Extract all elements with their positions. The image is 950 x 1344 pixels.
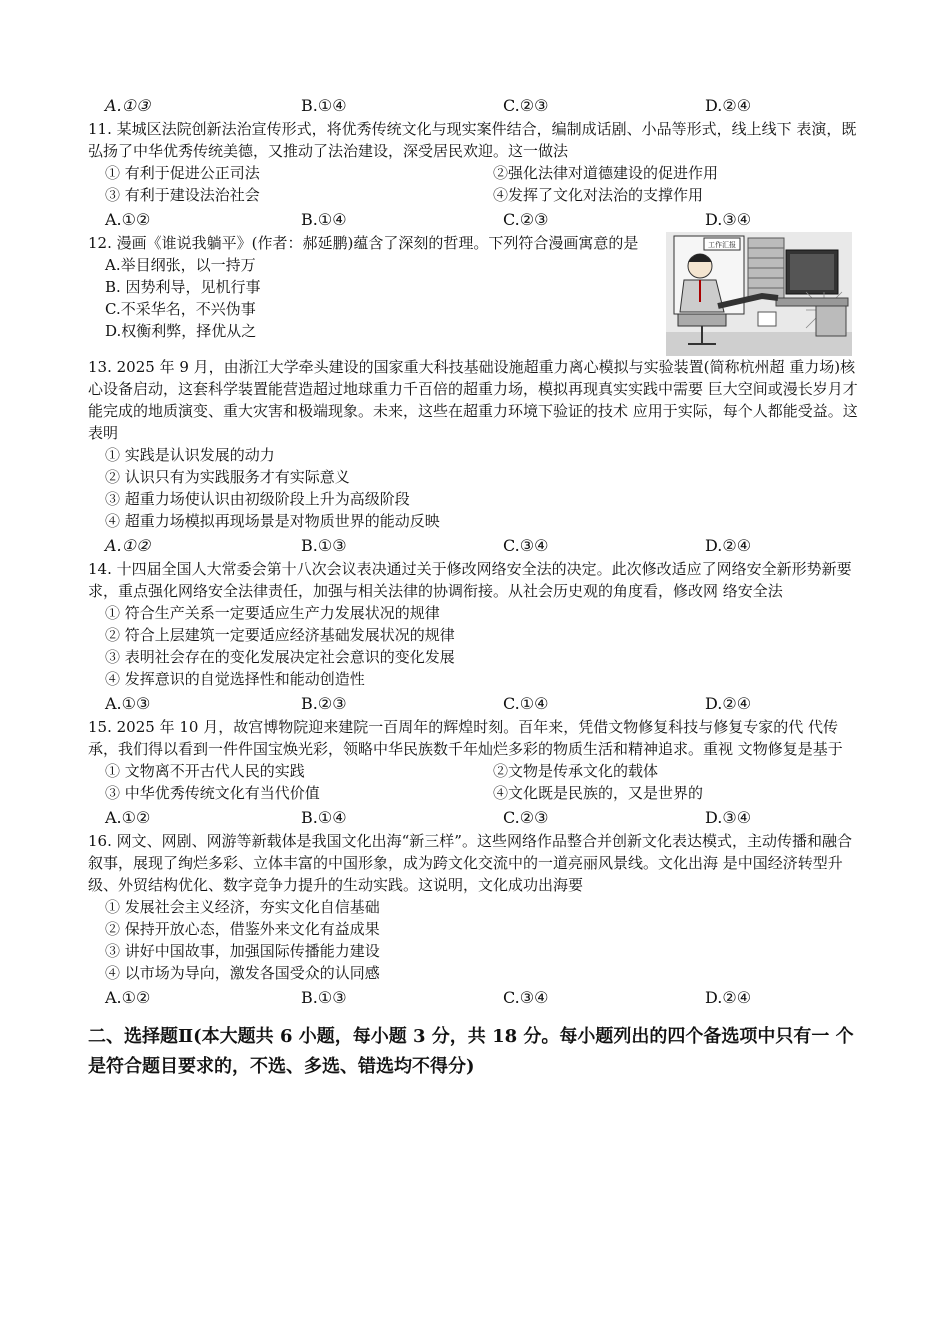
option-b: B. 因势利导，见机行事: [105, 278, 261, 296]
question-stem: 15. 2025 年 10 月，故宫博物院迎来建院一百周年的辉煌时刻。百年来，凭借文物修复科技与修复专家的代 代传承，我们得以看到一件件国宝焕光彩，领略中华民族数千年灿烂多彩的物质生活和精神追求。重视 文物修复是基于: [88, 718, 843, 758]
option-b: B.①③: [301, 535, 347, 555]
option-c: C.①④: [503, 693, 549, 713]
statement-1: ① 实践是认识发展的动力: [105, 446, 275, 464]
cartoon-image: [666, 232, 852, 356]
question-11: [88, 118, 858, 232]
option-a: A.①②: [105, 209, 151, 229]
option-c: C.②③: [503, 807, 549, 827]
statement-4: ④ 发挥意识的自觉选择性和能动创造性: [105, 670, 365, 688]
statement-2: ② 认识只有为实践服务才有实际意义: [105, 468, 350, 486]
answer-options: [88, 804, 858, 830]
question-16: [88, 830, 858, 1010]
statement-1: ① 符合生产关系一定要适应生产力发展状况的规律: [105, 604, 440, 622]
statement-2: ②文物是传承文化的载体: [493, 762, 659, 780]
option-c: C.③④: [503, 535, 549, 555]
option-d: D.③④: [705, 209, 752, 229]
statement-3: ③ 有利于建设法治社会: [105, 186, 260, 204]
statement-4: ④ 超重力场模拟再现场景是对物质世界的能动反映: [105, 512, 440, 530]
statement-3: ③ 中华优秀传统文化有当代价值: [105, 784, 320, 802]
question-stem: 11. 某城区法院创新法治宣传形式，将优秀传统文化与现实案件结合，编制成话剧、小品等形式，线上线下 表演，既弘扬了中华优秀传统美德，又推动了法治建设，深受居民欢迎。这一做法: [88, 120, 857, 160]
option-d: D.②④: [705, 535, 752, 555]
option-c: C.②③: [503, 95, 549, 115]
question-stem: 16. 网文、网剧、网游等新载体是我国文化出海“新三样”。这些网络作品整合并创新文化表达模式，主动传播和融合叙事，展现了绚烂多彩、立体丰富的中国形象，成为跨文化交流中的一道亮丽风景线。文化出海 是中国经济转型升级、外贸结构优化、数字竞争力提升的生动实践。这说明，文化成功出海要: [88, 832, 852, 894]
answer-options: [88, 532, 858, 558]
option-b: B.①④: [301, 95, 347, 115]
option-d: D.③④: [705, 807, 752, 827]
statement-2: ②强化法律对道德建设的促进作用: [493, 164, 719, 182]
statement-4: ④ 以市场为导向，激发各国受众的认同感: [105, 964, 380, 982]
option-a: A.①②: [105, 535, 151, 555]
answer-options: [88, 690, 858, 716]
option-b: B.①④: [301, 807, 347, 827]
statement-3: ③ 表明社会存在的变化发展决定社会意识的变化发展: [105, 648, 455, 666]
question-15: [88, 716, 858, 830]
option-c: C.③④: [503, 987, 549, 1007]
option-b: B.②③: [301, 693, 347, 713]
statement-4: ④发挥了文化对法治的支撑作用: [493, 186, 704, 204]
option-d: D.权衡利弊，择优从之: [105, 322, 257, 340]
section-heading: 二、选择题Ⅱ(本大题共 6 小题，每小题 3 分，共 18 分。每小题列出的四个备选项中只有一 个是符合题目要求的，不选、多选、错选均不得分): [88, 1026, 854, 1077]
statement-3: ③ 超重力场使认识由初级阶段上升为高级阶段: [105, 490, 410, 508]
option-a: A.①②: [105, 807, 151, 827]
prev-question-options: [88, 92, 858, 118]
option-d: D.②④: [705, 693, 752, 713]
statement-4: ④文化既是民族的，又是世界的: [493, 784, 704, 802]
option-a: A.①③: [105, 693, 151, 713]
question-stem: 13. 2025 年 9 月，由浙江大学牵头建设的国家重大科技基础设施超重力离心模拟与实验装置(简称杭州超 重力场)核心设备启动，这套科学装置能营造超过地球重力千百倍的超重力场，模拟再现真实实践中需要 巨大空间或漫长岁月才能完成的地质演变、重大灾害和极端现象。未来，这些在超重力环境下验证的技术 应用于实际，每个人都能受益。这表明: [88, 358, 858, 442]
exam-page: [88, 92, 858, 1082]
statement-2: ② 保持开放心态，借鉴外来文化有益成果: [105, 920, 380, 938]
option-a: A.①③: [105, 95, 151, 115]
question-12: [88, 232, 858, 356]
option-b: B.①④: [301, 209, 347, 229]
answer-options: [88, 984, 858, 1010]
answer-options: [88, 206, 858, 232]
statement-1: ① 发展社会主义经济，夯实文化自信基础: [105, 898, 380, 916]
question-stem: 12. 漫画《谁说我躺平》(作者：郝延鹏)蕴含了深刻的哲理。下列符合漫画寓意的是: [88, 234, 639, 252]
question-stem: 14. 十四届全国人大常委会第十八次会议表决通过关于修改网络安全法的决定。此次修改适应了网络安全新形势新要求，重点强化网络安全法律责任，加强与相关法律的协调衔接。从社会历史观的角度看，修改网 络安全法: [88, 560, 852, 600]
option-c: C.不采华名，不兴伪事: [105, 300, 256, 318]
option-d: D.②④: [705, 95, 752, 115]
option-b: B.①③: [301, 987, 347, 1007]
statement-3: ③ 讲好中国故事，加强国际传播能力建设: [105, 942, 380, 960]
question-14: [88, 558, 858, 716]
question-13: [88, 356, 858, 558]
statement-1: ① 文物离不开古代人民的实践: [105, 762, 305, 780]
option-d: D.②④: [705, 987, 752, 1007]
statement-2: ② 符合上层建筑一定要适应经济基础发展状况的规律: [105, 626, 455, 644]
option-a: A.①②: [105, 987, 151, 1007]
statement-1: ① 有利于促进公正司法: [105, 164, 260, 182]
option-c: C.②③: [503, 209, 549, 229]
option-a: A.举目纲张，以一持万: [105, 256, 256, 274]
cartoon-caption: 工作汇报: [708, 241, 736, 249]
